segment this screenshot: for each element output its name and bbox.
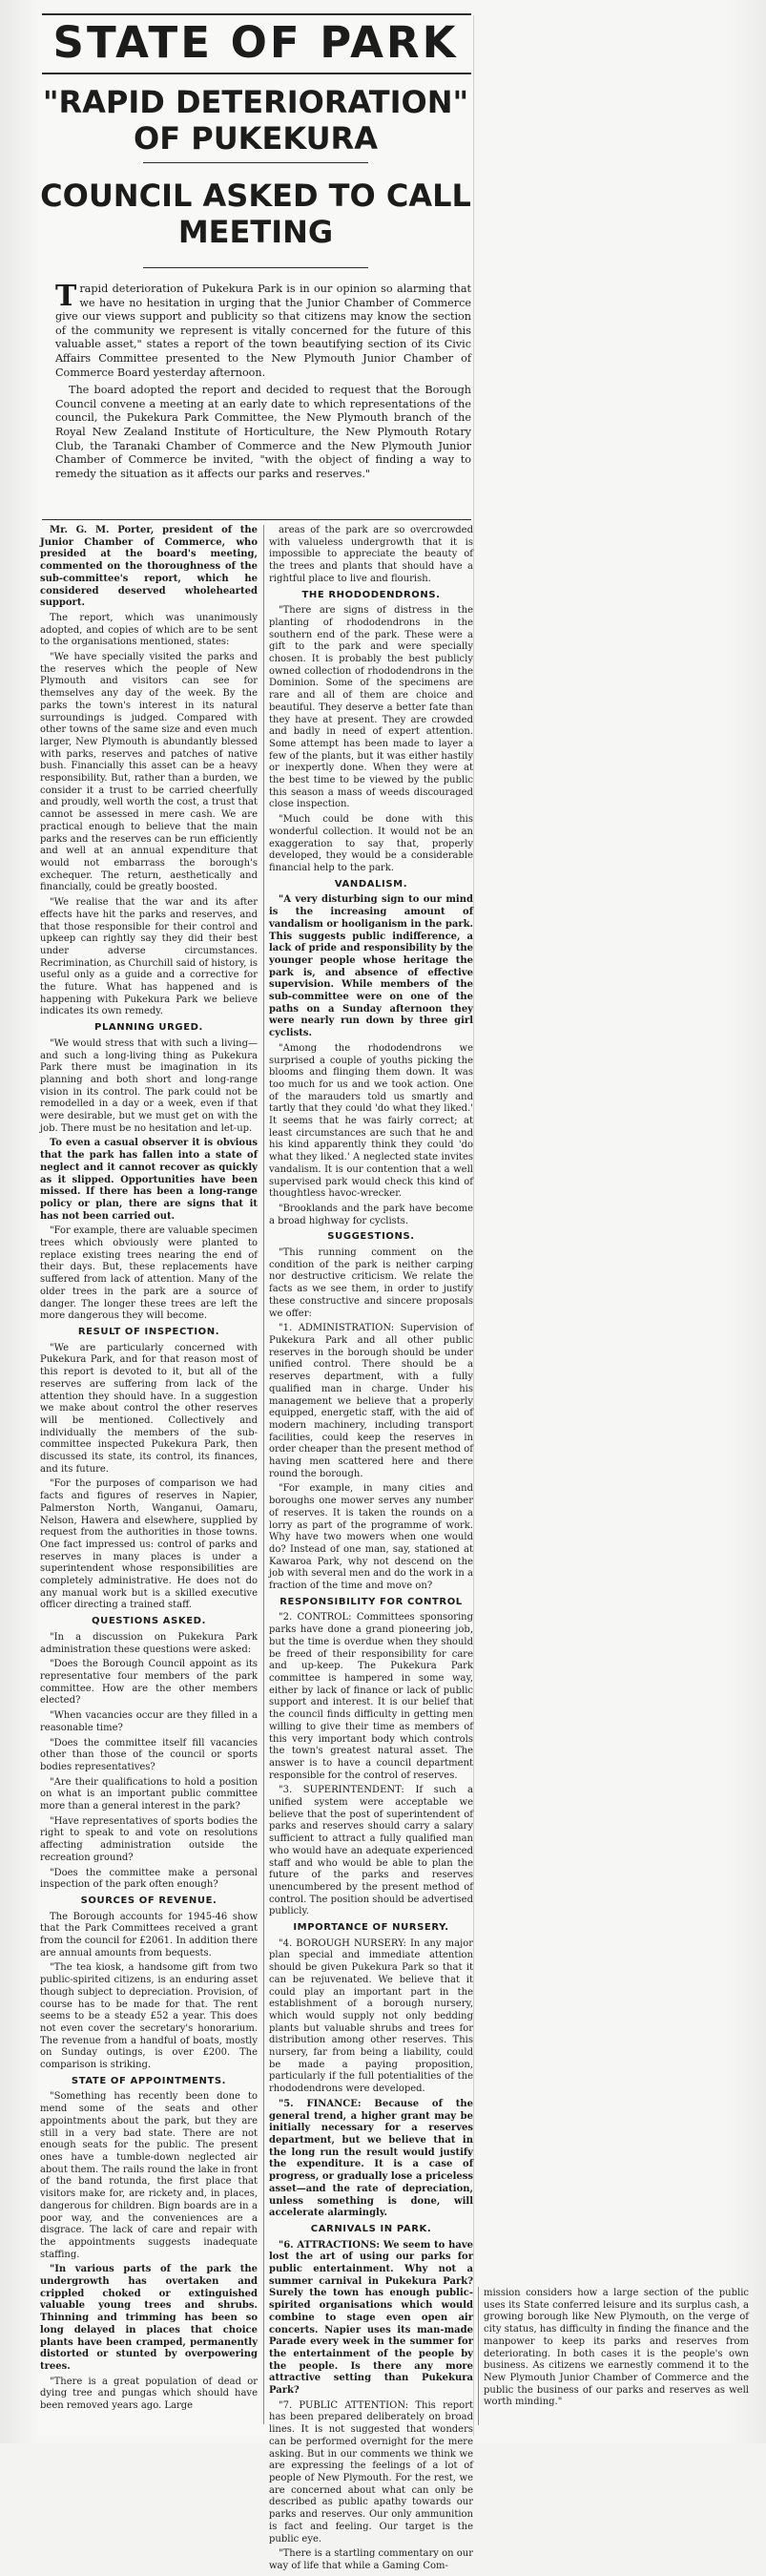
article-paragraph: "The tea kiosk, a handsome gift from two public-spirited citizens, is an enduring asset though subject to depreciation. Provision, of course has to be made for that. The rent seems to be a steady £52 a year. This does not even cover the secretary's honorarium. The revenue from a handful of boats, mostly on Sunday outings, is over £200. The comparison is striking. xyxy=(40,1962,258,2071)
headline-rule xyxy=(143,267,368,268)
article-paragraph: "We are particularly concerned with Pukekura Park, and for that reason most of this report is devoted to it, but all of the reserves are suffering from lack of the attention they should have. In a suggestion we make about control the other reserves will be mentioned. Collectively and individually the members of the sub-committee inspected Pukekura Park, then discussed its state, its control, its finances, and its future. xyxy=(40,1342,258,1475)
article-paragraph: areas of the park are so overcrowded with valueless undergrowth that it is impossible to appreciate the beauty of the trees and plants that should have a rightful place to live and flourish. xyxy=(269,525,473,584)
section-heading: CARNIVALS IN PARK. xyxy=(310,2223,432,2234)
article-paragraph: "In a discussion on Pukekura Park administration these questions were asked: xyxy=(40,1631,258,1655)
article-paragraph: "For example, there are valuable specimen trees which obviously were planted to replace existing trees nearing the end of their days. But, these replacements have suffered from lack of attention. Many of the older trees in the park are a source of danger. The longer these trees are left the more dangerous they will become. xyxy=(40,1225,258,1322)
article-paragraph: "A very disturbing sign to our mind is the increasing amount of vandalism or hooliganism in the park. This suggests public indifference, a lack of pride and responsibility by the younger people whose heritage the park is, and absence of effective supervision. While members of the sub-committee were on one of the paths on a Sunday afternoon they were nearly run down by three girl cyclists. xyxy=(269,894,473,1039)
article-paragraph: "4. BOROUGH NURSERY: In any major plan special and immediate attention should be given Pukekura Park so that it can be rejuvenated. We believe that it could play an important part in the establishment of a borough nursery, which would supply not only bedding plants but valuable shrubs and trees for distribution among other reserves. This nursery, far from being a liability, could be made a paying proposition, particularly if the full potentialities of the rhododendrons were developed. xyxy=(269,1937,473,2095)
article-paragraph: "For example, in many cities and boroughs one mower serves any number of reserves. It is taken the rounds on a lorry as part of the programme of work. Why have two mowers when one would do? Instead of one man, say, stationed at Kawaroa Park, why not descend on the job with several men and do the work in a fraction of the time and move on? xyxy=(269,1483,473,1592)
article-paragraph: "We have specially visited the parks and the reserves which the people of New Plymouth and visitors can see for themselves any day of the week. By the parks the town's interest in its natural surroundings is judged. Compared with other towns of the same size and even much larger, New Plymouth is abundantly blessed with parks, reserves and patches of native bush. Financially this asset can be a heavy responsibility. But, rather than a burden, we consider it a trust to be carried cheerfully and proudly, well worth the cost, a trust that cannot be assessed in mere cash. We are practical enough to believe that the main parks and the reserves can be run efficiently and well at an annual expenditure that would not embarrass the borough's exchequer. The return, aesthetically and financially, could be greatly boosted. xyxy=(40,652,258,893)
section-heading: SUGGESTIONS. xyxy=(327,1231,415,1243)
page-title: STATE OF PARK xyxy=(52,17,459,68)
article-paragraph: "Does the Borough Council appoint as its representative four members of the park committee. How are the other members elected? xyxy=(40,1659,258,1707)
section-heading: STATE OF APPOINTMENTS. xyxy=(71,2075,227,2086)
article-paragraph: "There is a great population of dead or dying tree and pungas which should have been removed years ago. Large xyxy=(40,2376,258,2412)
title-rule xyxy=(42,73,471,74)
headline: COUNCIL ASKED TO CALL MEETING xyxy=(40,178,471,250)
section-heading: IMPORTANCE OF NURSERY. xyxy=(293,1922,449,1934)
intro-text xyxy=(55,280,471,485)
drop-cap: T xyxy=(55,280,77,313)
article-paragraph: "7. PUBLIC ATTENTION: This report has been prepared deliberately on broad lines. It is not suggested that wonders can be performed overnight for the mere asking. But in our comments we think we are expressing the feelings of a lot of people of New Plymouth. For the rest, we are concerned about what can only be described as public apathy towards our parks and reserves. Our only ammunition is fact and feeling. Our target is the public eye. xyxy=(269,2399,473,2545)
section-heading: THE RHODODENDRONS. xyxy=(301,589,441,600)
article-paragraph: "6. ATTRACTIONS: We seem to have lost the art of using our parks for public entertainment. Why not a summer carnival in Pukekura Park? Surely the town has enough public-spirited organisations which would combine to stage even open air concerts. Napier uses its man-made Parade every week in the summer for the entertainment of the people by the people. Is there any more attractive setting than Pukekura Park? xyxy=(269,2239,473,2397)
column-3-divider xyxy=(478,2287,479,2425)
article-paragraph: "Something has recently been done to mend some of the seats and other appointments about the park, but they are still in a very bad state. There are not enough seats for the public. The present ones have a tumble-down neglected air about them. The rails round the lake in front of the band rotunda, the first place that visitors make for, are rickety and, in places, dangerous for children. Bign boards are in a poor way, and the conveniences are a disgrace. The lack of care and repair with the appointments suggests inadequate staffing. xyxy=(40,2091,258,2260)
article-paragraph: "There is a startling commentary on our way of life that while a Gaming Com- xyxy=(269,2548,473,2571)
article-paragraph: Mr. G. M. Porter, president of the Junior Chamber of Commerce, who presided at the board's meeting, commented on the thoroughness of the sub-committee's report, which he considered deserved wholehearted support. xyxy=(40,525,258,609)
article-paragraph: The report, which was unanimously adopted, and copies of which are to be sent to the organisations mentioned, states: xyxy=(40,612,258,648)
article-paragraph: "Much could be done with this wonderful collection. It would not be an exaggeration to say that, properly developed, they would be a considerable financial help to the park. xyxy=(269,814,473,873)
column-1 xyxy=(40,525,258,2416)
article-paragraph: "Does the committee itself fill vacancies other than those of the council or sports bodies representatives? xyxy=(40,1737,258,1772)
intro-rule xyxy=(42,519,471,520)
subtitle-rule xyxy=(143,162,368,163)
section-heading: RESULT OF INSPECTION. xyxy=(77,1327,220,1337)
section-heading: SOURCES OF REVENUE. xyxy=(80,1895,217,1906)
article-paragraph: "For the purposes of comparison we had facts and figures of reserves in Napier, Palmerston North, Wanganui, Oamaru, Nelson, Hawera and elsewhere, supplied by request from the authorities in those towns. One fact impressed us: control of parks and reserves in many places is under a superintendent whose responsibilities are completely administrative. He does not do any manual work but is a skilled executive officer directing a trained staff. xyxy=(40,1478,258,1611)
article-paragraph: "We realise that the war and its after effects have hit the parks and reserves, and that those responsible for their control and upkeep can rightly say they did their best under adverse circumstances. Recrimination, as Churchill said of history, is useful only as a guide and a corrective for the future. What has happened and is happening with Pukekura Park we believe indicates its own remedy. xyxy=(40,897,258,1017)
article-paragraph: "Brooklands and the park have become a broad highway for cyclists. xyxy=(269,1203,473,1226)
article-paragraph: "2. CONTROL: Committees sponsoring parks have done a grand pioneering job, but the time is overdue when they should be freed of their responsibility for care and up-keep. The Pukekura Park committee is hampered in some way, either by lack of finance or lack of public support and interest. It is our belief that the council finds difficulty in getting men willing to give their time as members of this very important body which controls the town's greatest natural asset. The answer is to have a council department responsible for the control of reserves. xyxy=(269,1612,473,1781)
article-paragraph: "Does the committee make a personal inspection of the park often enough? xyxy=(40,1867,258,1891)
section-heading: RESPONSIBILITY FOR CONTROL xyxy=(279,1596,463,1607)
section-heading: QUESTIONS ASKED. xyxy=(92,1616,206,1627)
article-paragraph: "In various parts of the park the undergrowth has overtaken and crippled choked or extinguished valuable young trees and shrubs. Thinning and trimming has been so long delayed in places that choice plants have been cramped, permanently distorted or stunted by overpowering trees. xyxy=(40,2264,258,2372)
article-paragraph: "5. FINANCE: Because of the general trend, a higher grant may be initially necessary for a reserves department, but we believe that in the long run the result would justify the expenditure. It is a case of progress, or gradually lose a priceless asset—and the rate of depreciation, unless something is done, will accelerate alarmingly. xyxy=(269,2098,473,2219)
column-3 xyxy=(484,2288,749,2409)
article-paragraph: "This running comment on the condition of the park is neither carping nor destructive criticism. We relate the facts as we see them, in order to justify these constructive and sincere proposals we offer: xyxy=(269,1247,473,1319)
section-heading: PLANNING URGED. xyxy=(94,1022,203,1034)
article-paragraph: "When vacancies occur are they filled in a reasonable time? xyxy=(40,1710,258,1733)
article-paragraph: "3. SUPERINTENDENT: If such a unified system were acceptable we believe that the post of superintendent of parks and reserves should carry a salary sufficient to attract a fully qualified man who would have an adequate experienced staff and who would be able to plan the future of the parks and reserves unencumbered by the present method of control. The position should be advertised publicly. xyxy=(269,1785,473,1917)
article-paragraph: "Are their qualifications to hold a position on what is an important public committee more than a general interest in the park? xyxy=(40,1776,258,1812)
column-3-text: mission considers how a large section of the public uses its State conferred leisure and its surplus cash, a growing borough like New Plymouth, on the verge of city status, has difficulty in finding the finance and the manpower to keep its parks and reserves from deteriorating. In both cases it is the people's own business. As citizens we earnestly commend it to the New Plymouth Junior Chamber of Commerce and the public the business of our parks and reserves as well worth minding." xyxy=(484,2288,749,2408)
article-paragraph: "We would stress that with such a living—and such a long-living thing as Pukekura Park there must be imagination in its planning and both short and long-range vision in its control. The park could not be remodelled in a day or a week, even if that were desirable, but we must get on with the job. There must be no hesitation and let-up. xyxy=(40,1037,258,1134)
column-2 xyxy=(269,525,473,2576)
intro-paragraph-1-text: rapid deterioration of Pukekura Park is in our opinion so alarming that we have no hesitation in urging that the Junior Chamber of Commerce give our views support and publicity so that citizens may know the section of the community we represent is vitally concerned for the future of this valuable asset," states a report of the town beautifying section of its Civic Affairs Committee presented to the New Plymouth Junior Chamber of Commerce Board yesterday afternoon. xyxy=(55,283,471,379)
intro-paragraph-2: The board adopted the report and decided to request that the Borough Council convene a meeting at an early date to which representations of the council, the Pukekura Park Committee, the New Plymouth branch of the Royal New Zealand Institute of Horticulture, the New Plymouth Rotary Club, the Taranaki Chamber of Commerce and the New Plymouth Junior Chamber of Commerce be invited, "with the object of finding a way to remedy the situation as it affects our parks and reserves." xyxy=(55,384,471,480)
article-paragraph: "Among the rhododendrons we surprised a couple of youths picking the blooms and flinging them down. It was too much for us and we took action. One of the marauders told us smartly and tartly that they could 'do what they liked.' It seems that he was fairly correct; at least circumstances are such that he and his kind apparently think they could 'do what they liked.' A neglected state invites vandalism. It is our contention that a well supervised park would check this kind of thoughtless havoc-wrecker. xyxy=(269,1042,473,1200)
section-heading: VANDALISM. xyxy=(334,878,408,890)
article-paragraph: "There are signs of distress in the planting of rhododendrons in the southern end of the park. These were a gift to the park and were specially chosen. It is probably the best publicly owned collection of rhododendrons in the Dominion. Some of the specimens are rare and all of them are choice and beautiful. They deserve a better fate than they have at present. They are crowded and badly in need of expert attention. Some attempt has been made to layer a few of the plants, but it was either hastily or inexpertly done. When they were at the best time to be viewed by the public this season a mass of weeds discouraged close inspection. xyxy=(269,605,473,810)
top-rule xyxy=(42,13,471,15)
article-paragraph: "Have representatives of sports bodies the right to speak to and vote on resolutions affecting administration outside the recreation ground? xyxy=(40,1815,258,1863)
article-paragraph: To even a casual observer it is obvious that the park has fallen into a state of neglect and it cannot recover as quickly as it slipped. Opportunities have been missed. If there has been a long-range policy or plan, there are signs that it has not been carried out. xyxy=(40,1138,258,1222)
column-divider xyxy=(263,525,264,2424)
article-paragraph: "1. ADMINISTRATION: Supervision of Pukekura Park and all other public reserves in the borough should be under unified control. There should be a reserves department, with a fully qualified man in charge. Under his management we believe that a properly equipped, energetic staff, with the aid of modern machinery, including transport facilities, could keep the reserves in order cheaper than the present method of having men scattered here and there round the borough. xyxy=(269,1323,473,1479)
subtitle: "RAPID DETERIORATION" OF PUKEKURA xyxy=(42,84,469,157)
intro-paragraph-1 xyxy=(55,280,471,380)
article-paragraph: The Borough accounts for 1945-46 show that the Park Committees received a grant from the council for £2061. In addition there are annual amounts from bequests. xyxy=(40,1911,258,1958)
